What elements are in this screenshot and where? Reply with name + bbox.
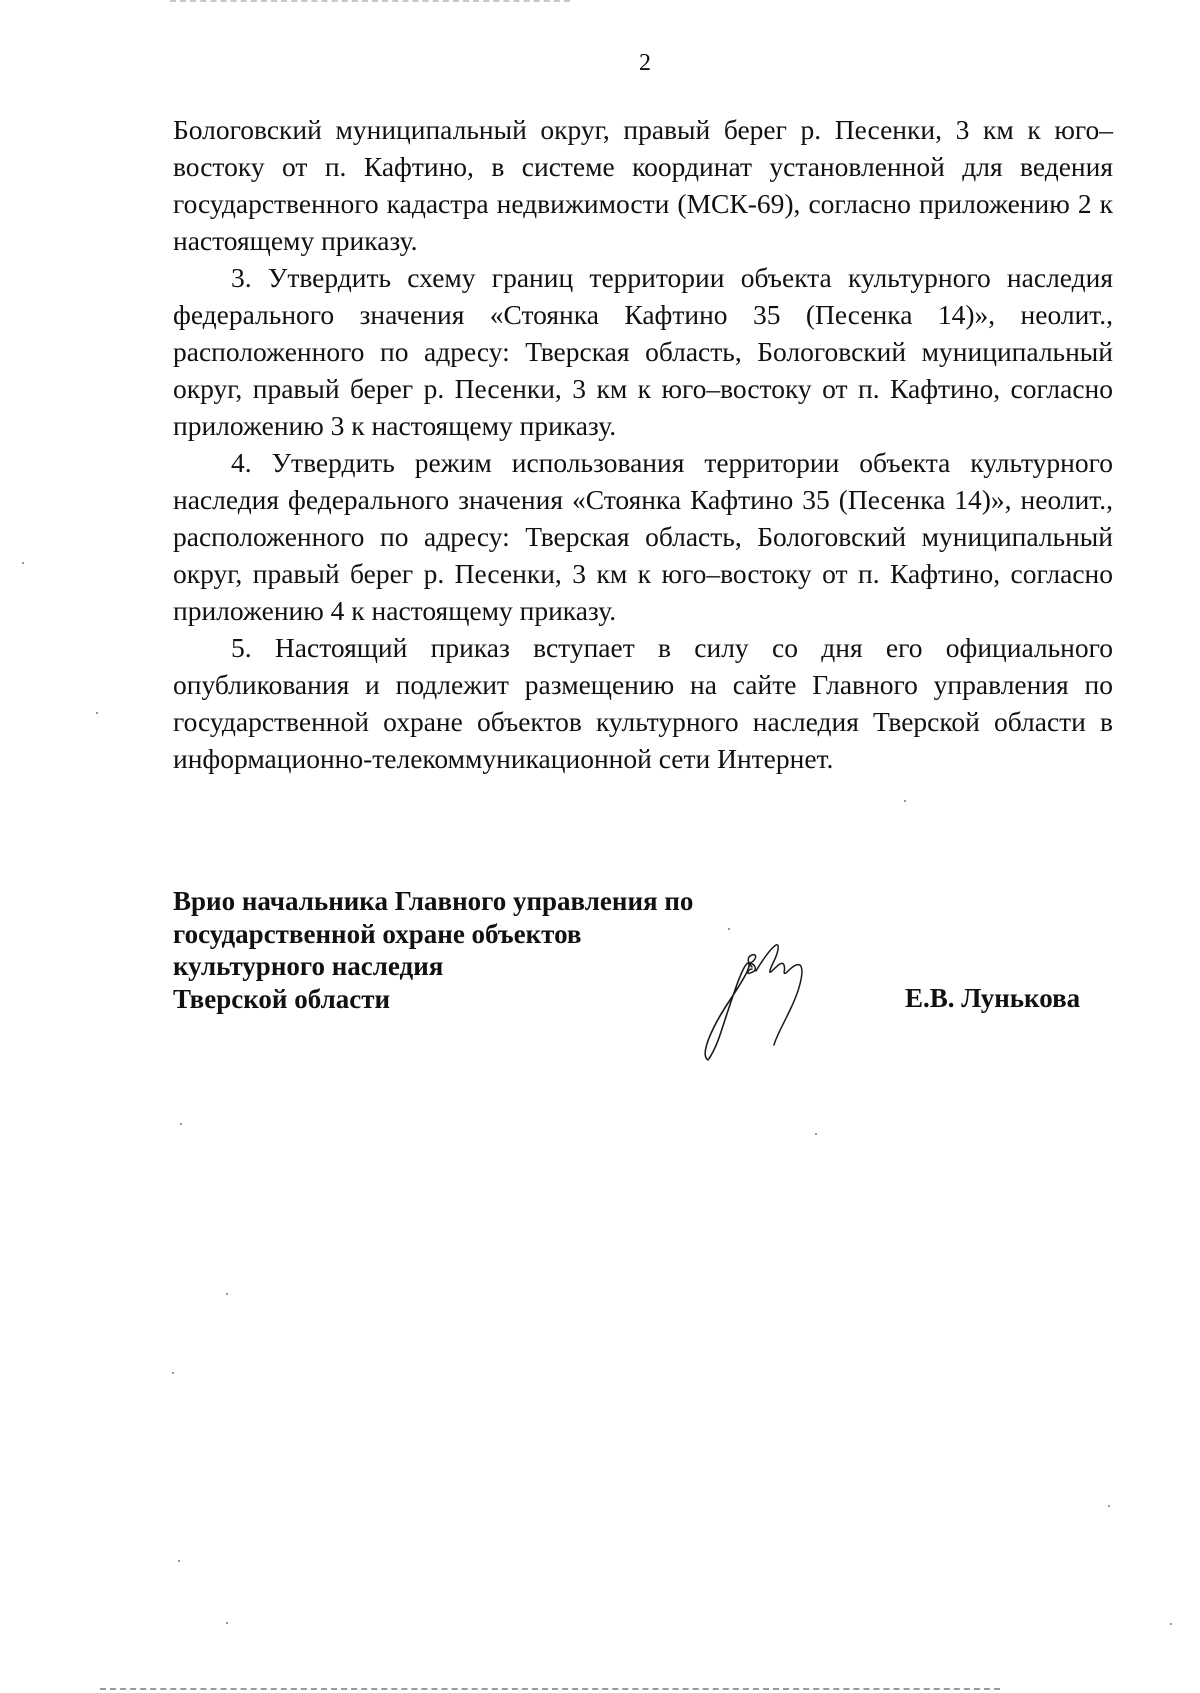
scan-speck	[226, 1293, 228, 1295]
paragraph-item-4: 4. Утвердить режим использования территории объекта культурного наследия федерального значения «Стоянка Кафтино 35 (Песенка 14)», неолит., расположенного по адресу: Тверская область, Бологовский муниципальный округ, правый берег р. Песенки, 3 км к юго–востоку от п. Кафтино, согласно приложению 4 к настоящему приказу.	[173, 447, 1113, 626]
signatory-position	[173, 885, 693, 1015]
paragraph-item-3: 3. Утвердить схему границ территории объекта культурного наследия федерального значения «Стоянка Кафтино 35 (Песенка 14)», неолит., расположенного по адресу: Тверская область, Бологовский муниципальный округ, правый берег р. Песенки, 3 км к юго–востоку от п. Кафтино, согласно приложению 3 к настоящему приказу.	[173, 262, 1113, 441]
scan-speck	[172, 1372, 174, 1374]
scan-speck	[815, 1133, 817, 1135]
scan-speck	[178, 1560, 180, 1562]
signatory-position-line: культурного наследия	[173, 951, 444, 981]
scan-speck	[226, 1622, 228, 1624]
signatory-name: Е.В. Лунькова	[905, 983, 1081, 1013]
signatory-position-line: государственной охране объектов	[173, 918, 582, 949]
scan-speck	[904, 800, 906, 802]
signatory-position-line: Тверской области	[173, 983, 391, 1014]
paragraph-continuation: Бологовский муниципальный округ, правый берег р. Песенки, 3 км к юго–востоку от п. Кафтино, в системе координат установленной для ведения государственного кадастра недвижимости (МСК-69), согласно приложению 2 к настоящему приказу.	[173, 114, 1113, 256]
scan-speck	[1170, 1623, 1172, 1625]
signatory-position-line: Врио начальника Главного управления по	[173, 886, 694, 916]
paragraph-item-5: 5. Настоящий приказ вступает в силу со дня его официального опубликования и подлежит размещению на сайте Главного управления по государственной охране объектов культурного наследия Тверской области в информационно-телекоммуникационной сети Интернет.	[173, 632, 1113, 774]
page-number: 2	[639, 50, 651, 76]
scan-speck	[96, 712, 98, 714]
scan-speck	[728, 928, 730, 930]
scan-edge-line	[170, 0, 570, 4]
scan-edge-line	[100, 1688, 1000, 1692]
document-body	[173, 111, 1113, 777]
handwritten-signature	[690, 935, 860, 1070]
scan-speck	[22, 562, 24, 564]
scan-speck	[1108, 1505, 1110, 1507]
scan-speck	[180, 1123, 182, 1125]
